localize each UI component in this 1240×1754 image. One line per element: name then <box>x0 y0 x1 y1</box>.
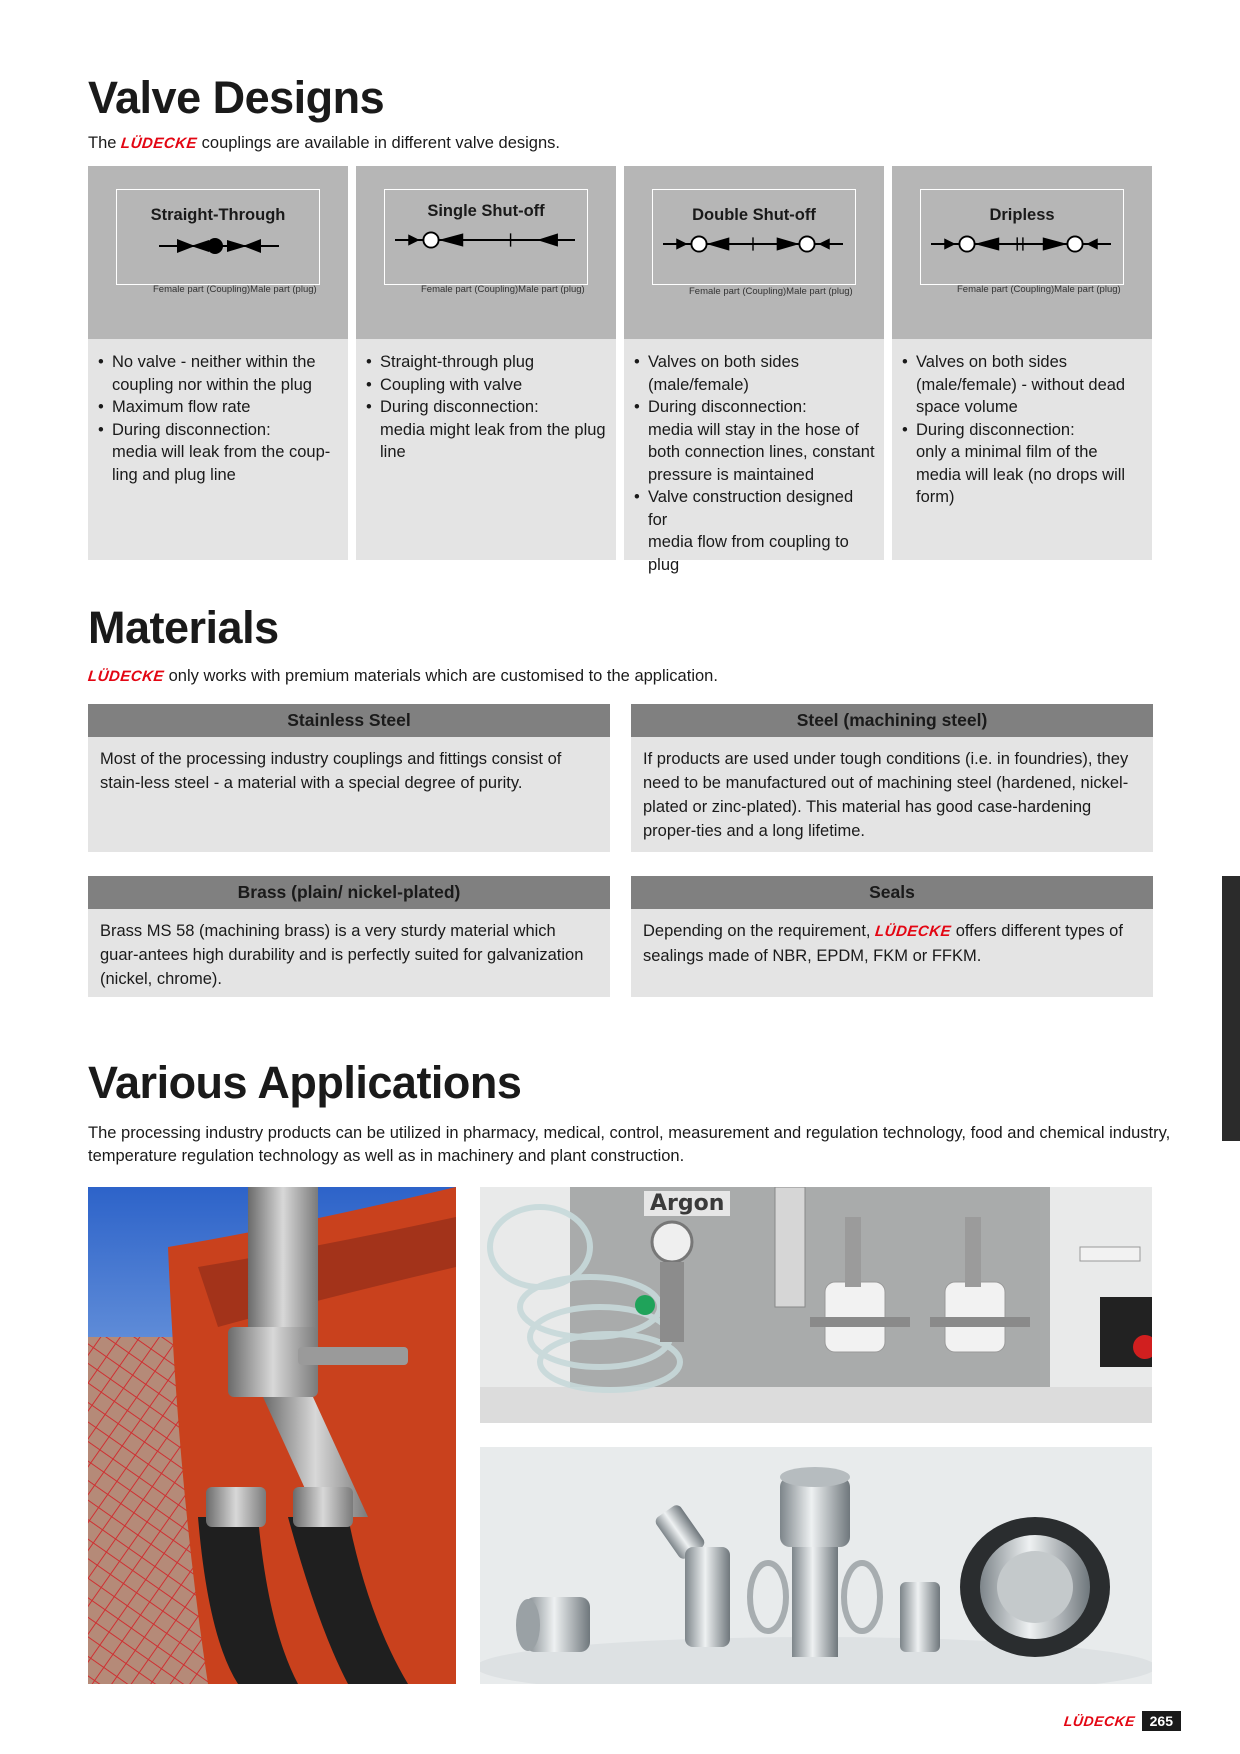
list-item: • Coupling with valve <box>366 374 608 397</box>
valve-title: Dripless <box>989 206 1055 224</box>
argon-label: Argon <box>644 1191 730 1216</box>
valve-designs-intro: The LÜDECKE couplings are available in different valve designs. <box>88 134 560 152</box>
material-title: Stainless Steel <box>88 704 610 737</box>
applications-title: Various Applications <box>88 1057 522 1108</box>
valve-column-dripless <box>892 166 1152 560</box>
straight-through-symbol-icon <box>159 236 279 256</box>
valve-designs-title: Valve Designs <box>88 72 385 123</box>
ludecke-logo: LÜDECKE <box>120 135 198 152</box>
material-description: If products are used under tough conditions (i.e. in foundries), they need to be manufactured out of machining steel (hardened, nickel-plated or zinc-plated). This material has good case-hardening proper-ties and a long lifetime. <box>643 750 1129 840</box>
double-shut-off-symbol-icon <box>663 234 843 254</box>
list-item: • During disconnection: media will leak from the coup- ling and plug line <box>98 419 340 487</box>
list-item: • Straight-through plug <box>366 351 608 374</box>
valve-bullet-list <box>892 339 1152 509</box>
valve-part-labels: Female part (Coupling) Male part (plug) <box>957 284 1121 295</box>
valve-bullet-list <box>88 339 348 486</box>
valve-diagram-frame <box>920 189 1124 295</box>
materials-intro: LÜDECKE only works with premium materials which are customised to the application. <box>87 667 718 685</box>
list-item: • Maximum flow rate <box>98 396 340 419</box>
valve-column-double-shut-off <box>624 166 884 574</box>
material-title: Seals <box>631 876 1153 909</box>
dripless-symbol-icon <box>931 234 1111 254</box>
valve-diagram-frame <box>652 189 856 297</box>
valve-diagram-frame <box>116 189 320 295</box>
list-item: • During disconnection: media might leak from the plug line <box>366 396 608 464</box>
valve-diagram-frame <box>384 189 588 295</box>
valve-part-labels: Female part (Coupling) Male part (plug) <box>153 284 317 295</box>
valve-header <box>88 166 348 339</box>
list-item: • No valve - neither within the coupling nor within the plug <box>98 351 340 396</box>
valve-part-labels: Female part (Coupling) Male part (plug) <box>689 286 853 297</box>
valve-column-straight-through <box>88 166 348 560</box>
valve-header <box>624 166 884 339</box>
valve-part-labels: Female part (Coupling) Male part (plug) <box>421 284 585 295</box>
list-item: • Valves on both sides (male/female) <box>634 351 876 396</box>
application-photo-couplings <box>480 1447 1152 1684</box>
ludecke-logo: LÜDECKE <box>1063 1713 1137 1729</box>
ludecke-logo: LÜDECKE <box>87 668 165 685</box>
list-item: • During disconnection: media will stay in the hose of both connection lines, constant pressure is maintained <box>634 396 876 486</box>
list-item: • During disconnection: only a minimal film of the media will leak (no drops will form) <box>902 419 1144 509</box>
couplings-illustration <box>480 1447 1152 1684</box>
material-description: Most of the processing industry couplings and fittings consist of stain-less steel - a material with a special degree of purity. <box>100 750 562 792</box>
valve-bullet-list <box>624 339 884 576</box>
single-shut-off-symbol-icon <box>395 230 575 250</box>
material-title: Steel (machining steel) <box>631 704 1153 737</box>
material-box-brass <box>88 876 610 997</box>
application-photo-industrial-hose <box>88 1187 456 1684</box>
application-photo-argon-setup <box>480 1187 1152 1423</box>
valve-title: Double Shut-off <box>692 206 816 224</box>
argon-setup-illustration <box>480 1187 1152 1423</box>
valve-column-single-shut-off <box>356 166 616 560</box>
valve-title: Single Shut-off <box>427 202 545 220</box>
valve-header <box>892 166 1152 339</box>
material-box-stainless-steel <box>88 704 610 852</box>
material-description: Depending on the requirement, LÜDECKE offers different types of sealings made of NBR, EPDM, FKM or FFKM. <box>643 922 1123 965</box>
material-box-machining-steel <box>631 704 1153 852</box>
valve-bullet-list <box>356 339 616 464</box>
ludecke-logo: LÜDECKE <box>874 923 953 940</box>
industrial-hose-illustration <box>88 1187 456 1684</box>
material-box-seals <box>631 876 1153 997</box>
valve-header <box>356 166 616 339</box>
valve-title: Straight-Through <box>150 206 286 224</box>
material-title: Brass (plain/ nickel-plated) <box>88 876 610 909</box>
list-item: • Valves on both sides (male/female) - without dead space volume <box>902 351 1144 419</box>
page-footer <box>1064 1711 1181 1731</box>
page-number: 265 <box>1142 1711 1181 1731</box>
material-description: Brass MS 58 (machining brass) is a very sturdy material which guar-antees high durability and is perfectly suited for galvanization (nickel, chrome). <box>100 922 584 988</box>
applications-intro: The processing industry products can be utilized in pharmacy, medical, control, measurement and regulation technology, food and chemical industry, temperature regulation technology as well as in machinery and plant construction. <box>88 1124 1171 1165</box>
list-item: • Valve construction designed for media flow from coupling to plug <box>634 486 876 576</box>
materials-title: Materials <box>88 602 279 653</box>
section-side-tab <box>1222 876 1240 1141</box>
